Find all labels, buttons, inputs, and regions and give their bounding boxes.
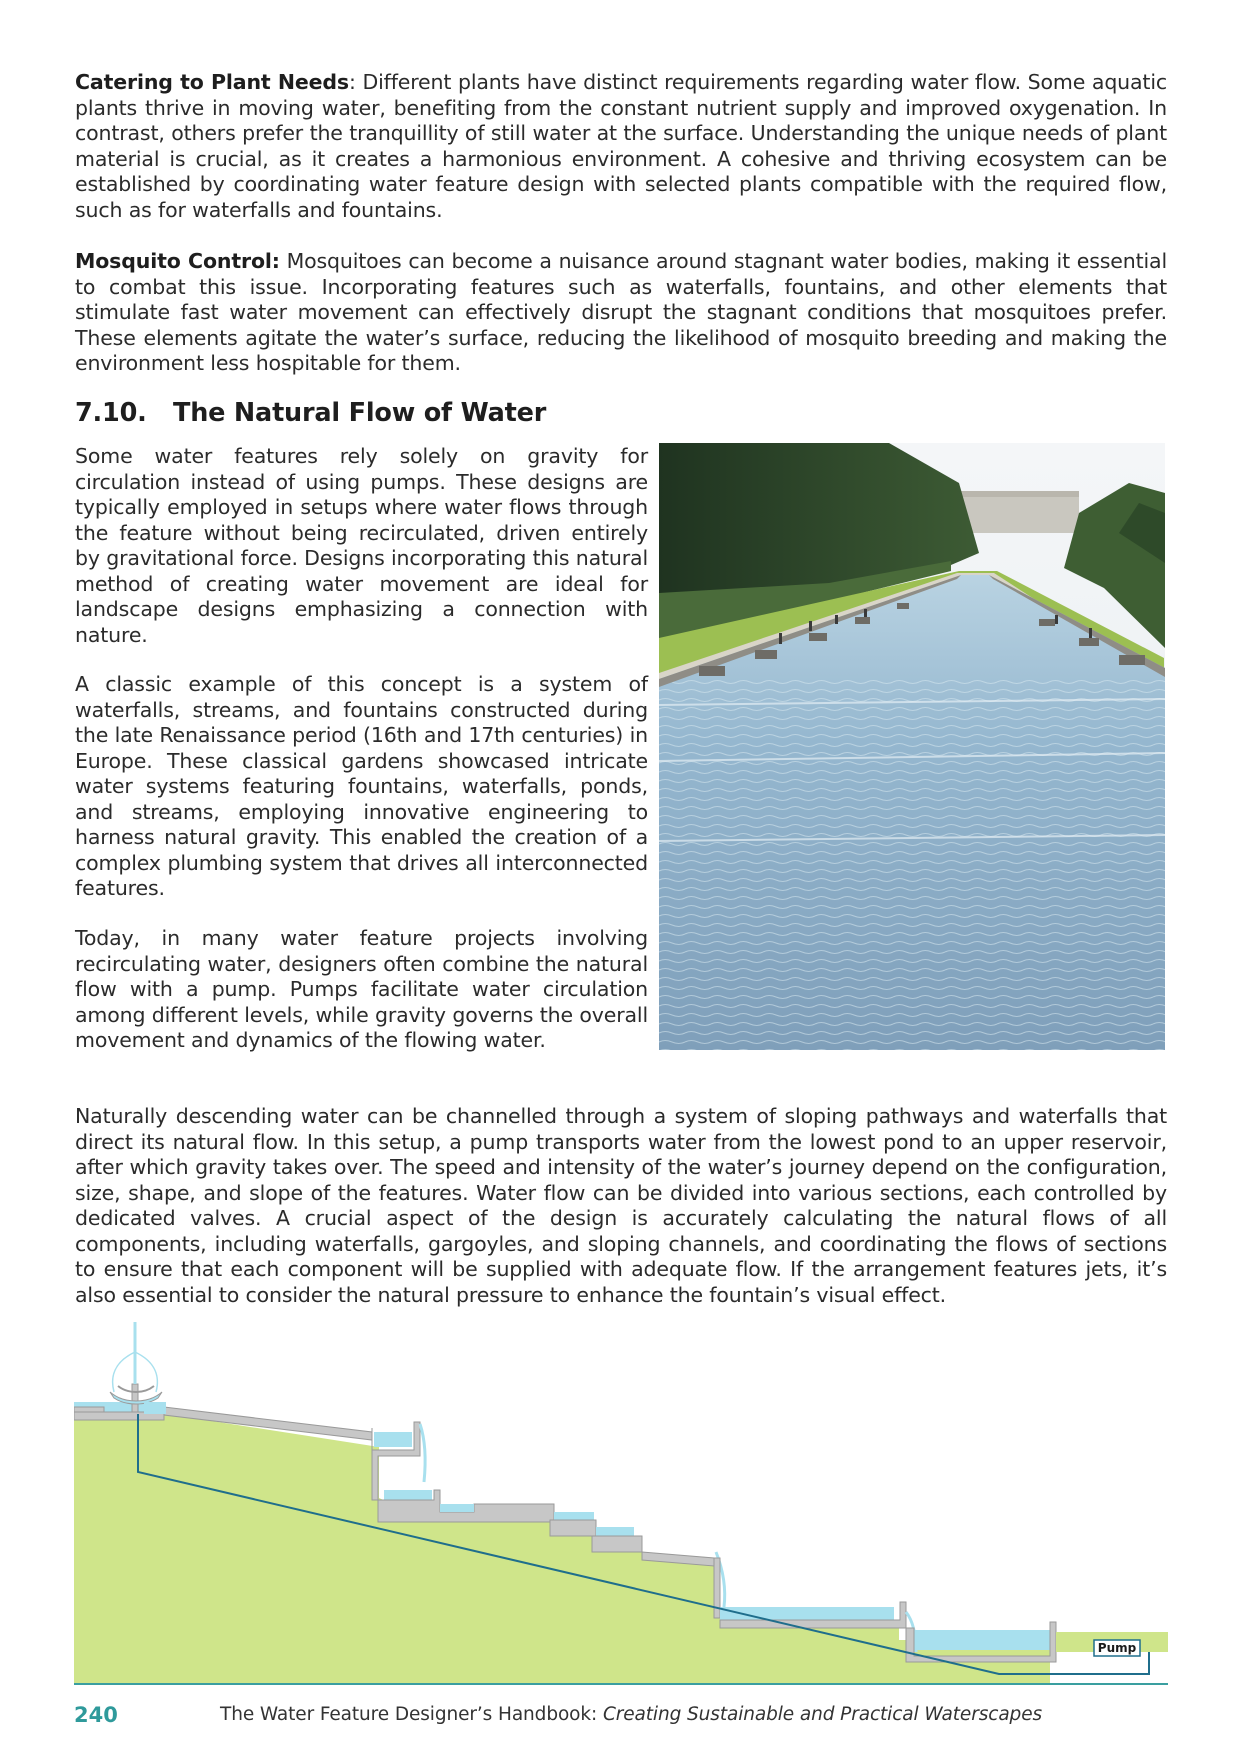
catering-separator: : — [348, 70, 363, 94]
footer-rule — [74, 1683, 1168, 1685]
mosquito-title: Mosquito Control: — [75, 249, 280, 273]
footer-book-title: The Water Feature Designer’s Handbook: — [220, 1704, 603, 1725]
catering-title: Catering to Plant Needs — [75, 70, 349, 94]
pump-label: Pump — [1097, 1641, 1137, 1655]
section-number: 7.10. — [75, 398, 147, 428]
section-heading — [75, 398, 546, 428]
section-title: The Natural Flow of Water — [173, 398, 547, 428]
paragraph-gravity: Some water features rely solely on gravity for circulation instead of using pumps. These designs are typically employed in setups where water flows through the feature without being recirculated, driven entirely by gravitational force. Designs incorporating this natural method of creating water movement are ideal for landscape designs emphasizing a connection with nature. — [75, 444, 648, 647]
catering-text: Different plants have distinct requirements regarding water flow. Some aquatic plants thrive in moving water, benefiting from the constant nutrient supply and improved oxygenation. In contrast, others prefer the tranquillity of still water at the surface. Understanding the unique needs of plant material is crucial, as it creates a harmonious environment. A cohesive and thriving ecosystem can be established by coordinating water feature design with selected plants compatible with the required flow, such as for waterfalls and fountains. — [75, 70, 1167, 222]
mosquito-text: Mosquitoes can become a nuisance around stagnant water bodies, making it essential to combat this issue. Incorporating features such as waterfalls, fountains, and other elements that stimulate fast water movement can effectively disrupt the stagnant conditions that mosquitoes prefer. These elements agitate the water’s surface, reducing the likelihood of mosquito breeding and making the environment less hospitable for them. — [75, 249, 1167, 375]
paragraph-catering-plant-needs — [75, 70, 1167, 223]
paragraph-today: Today, in many water feature projects involving recirculating water, designers often combine the natural flow with a pump. Pumps facilitate water circulation among different levels, while gravity governs the overall movement and dynamics of the flowing water. — [75, 926, 648, 1052]
paragraph-mosquito-control — [75, 249, 1167, 377]
page-number: 240 — [74, 1703, 118, 1727]
footer-title — [220, 1704, 1042, 1725]
paragraph-descending-water: Naturally descending water can be channelled through a system of sloping pathways and waterfalls that direct its natural flow. In this setup, a pump transports water from the lowest pond to an upper reservoir, after which gravity takes over. The speed and intensity of the water’s journey depend on the configuration, size, shape, and slope of the features. Water flow can be divided into various sections, each controlled by dedicated valves. A crucial aspect of the design is accurately calculating the natural flows of all components, including waterfalls, gargoyles, and sloping channels, and coordinating the flows of sections to ensure that each component will be supplied with adequate flow. If the arrangement features jets, it’s also essential to consider the natural pressure to enhance the fountain’s visual effect. — [75, 1104, 1167, 1307]
canal-photo — [659, 443, 1165, 1050]
water-flow-diagram — [74, 1322, 1168, 1684]
footer-book-subtitle: Creating Sustainable and Practical Waterscapes — [602, 1704, 1043, 1725]
paragraph-classic-example: A classic example of this concept is a system of waterfalls, streams, and fountains constructed during the late Renaissance period (16th and 17th centuries) in Europe. These classical gardens showcased intricate water systems featuring fountains, waterfalls, ponds, and streams, employing innovative engineering to harness natural gravity. This enabled the creation of a complex plumbing system that drives all interconnected features. — [75, 672, 648, 900]
